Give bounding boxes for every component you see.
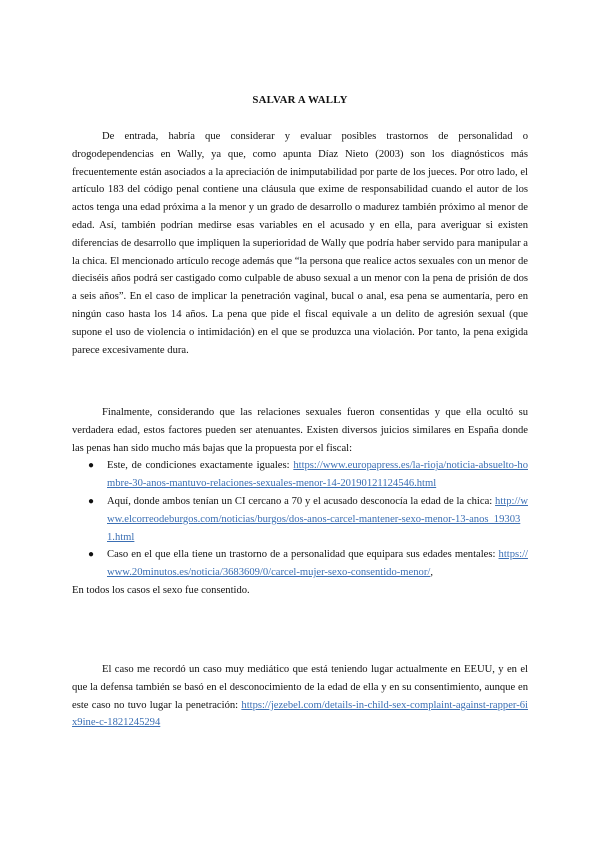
bullet-icon: ● <box>88 549 95 561</box>
list-item-text: Este, de condiciones exactamente iguales: <box>107 460 290 472</box>
document-title: SALVAR A WALLY <box>252 94 348 106</box>
case-link-elcorreodeburgos[interactable]: http://www.elcorreodeburgos.com/noticias/burgos/dos-anos-carcel-mantener-sexo-menor-13-anos_193031.html <box>107 495 529 543</box>
list-item <box>90 457 528 493</box>
bullet-icon: ● <box>88 495 95 507</box>
paragraph-media-case-text: El caso me recordó un caso muy mediático que está teniendo lugar actualmente en EEUU, y en el que la defensa también se basó en el desconocimiento de la edad de ella y en su consentimiento, aunque en este caso no tuvo lugar la penetración: <box>72 664 528 711</box>
case-link-20minutos[interactable]: https://www.20minutos.es/noticia/3683609/0/carcel-mujer-sexo-consentido-menor/ <box>107 549 528 579</box>
list-item <box>90 546 528 582</box>
case-link-europapress[interactable]: https://www.europapress.es/la-rioja/noticia-absuelto-hombre-30-anos-mantuvo-relaciones-sexuales-menor-14-20190121124546.html <box>107 460 528 490</box>
list-item-text: Caso en el que ella tiene un trastorno de a personalidad que equipara sus edades mentales: <box>107 549 496 561</box>
list-item-suffix: , <box>430 567 433 579</box>
body-section-2 <box>72 404 528 600</box>
list-item-text: Aquí, donde ambos tenían un CI cercano a 70 y el acusado desconocía la edad de la chica: <box>107 495 493 507</box>
list-item <box>90 493 528 546</box>
case-link-jezebel[interactable]: https://jezebel.com/details-in-child-sex-complaint-against-rapper-6ix9ine-c-1821245294 <box>72 699 528 729</box>
closing-line: En todos los casos el sexo fue consentido. <box>72 584 250 596</box>
body-section-1 <box>72 128 528 359</box>
bullet-icon: ● <box>88 460 95 472</box>
paragraph-diagnosis: De entrada, habría que considerar y evaluar posibles trastornos de personalidad o drogodependencias en Wally, ya que, como apunta Díaz Nieto (2003) son los diagnósticos más frecuentemente están asociados a la apreciación de inimputabilidad por parte de los jueces. Por otro lado, el artículo 183 del código penal contiene una cláusula que exime de responsabilidad cuando el autor de los actos tenga una edad próxima a la menor y un grado de desarrollo o madurez también próximo al menor de edad. Así, también podrían medirse esas variables en el acusado y en ella, para averiguar si existen diferencias de desarrollo que impliquen la superioridad de Wally que podría haber servido para manipular a la chica. El mencionado artículo recoge además que “la persona que realice actos sexuales con un menor de dieciséis años podrá ser castigado como culpable de abuso sexual a un menor con la pena de prisión de dos a seis años”. En el caso de implicar la penetración vaginal, bucal o anal, esa pena se aumentaría, pero en ningún caso hasta los 14 años. La pena que pide el fiscal equivale a un delito de agresión sexual (que supone el uso de violencia o intimidación) en el que se produzca una violación. Por tanto, la pena exigida parece excesivamente dura. <box>72 131 528 356</box>
paragraph-mitigating-factors: Finalmente, considerando que las relaciones sexuales fueron consentidas y que ella ocultó su verdadera edad, estos factores pueden ser atenuantes. Existen diversos juicios similares en España donde las penas han sido mucho más bajas que la propuesta por el fiscal: <box>72 407 528 454</box>
similar-cases-list <box>72 457 528 582</box>
body-section-3 <box>72 661 528 732</box>
paragraph-media-case <box>72 661 528 732</box>
